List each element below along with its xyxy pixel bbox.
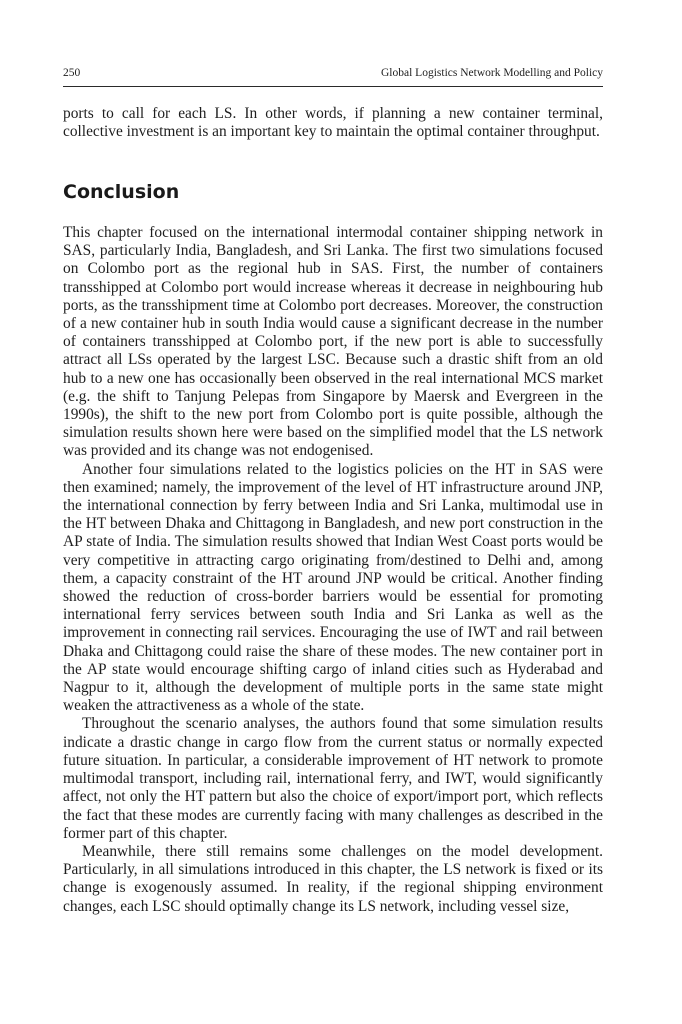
- section-heading: Conclusion: [63, 181, 180, 203]
- running-title: Global Logistics Network Modelling and Policy: [381, 67, 603, 79]
- page-number: 250: [63, 67, 81, 79]
- paragraph-3: Throughout the scenario analyses, the authors found that some simulation results indicate a drastic change in cargo flow from the current status or normally expected future situation. In particular, a considerable improvement of HT network to promote multimodal transport, including rail, international ferry, and IWT, would significantly affect, not only the HT pattern but also the choice of export/import port, which reflects the fact that these modes are currently facing with many challenges as described in the former part of this chapter.: [63, 715, 603, 842]
- book-page: [63, 0, 603, 1024]
- intro-paragraph: ports to call for each LS. In other words, if planning a new container terminal, collective investment is an important key to maintain the optimal container throughput.: [63, 105, 603, 141]
- paragraph-2: Another four simulations related to the logistics policies on the HT in SAS were then examined; namely, the improvement of the level of HT infrastructure around JNP, the international connection by ferry between India and Sri Lanka, multimodal use in the HT between Dhaka and Chittagong in Bangladesh, and new port construction in the AP state of India. The simulation results showed that Indian West Coast ports would be very competitive in attracting cargo originating from/destined to Delhi and, among them, a capacity constraint of the HT around JNP would be critical. Another finding showed the reduction of cross-border barriers would be essential for promoting international ferry services between south India and Sri Lanka as well as the improvement in connecting rail services. Encouraging the use of IWT and rail between Dhaka and Chittagong could raise the share of these modes. The new container port in the AP state would encourage shifting cargo of inland cities such as Hyderabad and Nagpur to it, although the development of multiple ports in the same state might weaken the attractiveness as a whole of the state.: [63, 460, 603, 715]
- paragraph-4: Meanwhile, there still remains some challenges on the model development. Particularly, in all simulations introduced in this chapter, the LS network is fixed or its change is exogenously assumed. In reality, if the regional shipping environment changes, each LSC should optimally change its LS network, including vessel size,: [63, 842, 603, 915]
- intro-block: [63, 105, 603, 141]
- section-body: [63, 224, 603, 916]
- running-header: [63, 64, 603, 87]
- paragraph-1: This chapter focused on the international intermodal container shipping network in SAS, particularly India, Bangladesh, and Sri Lanka. The first two simulations focused on Colombo port as the regional hub in SAS. First, the number of containers transshipped at Colombo port would increase whereas it decrease in neighbouring hub ports, as the transshipment time at Colombo port decreases. Moreover, the construction of a new container hub in south India would cause a significant decrease in the number of containers transshipped at Colombo port, if the new port is able to successfully attract all LSs operated by the largest LSC. Because such a drastic shift from an old hub to a new one has occasionally been observed in the real international MCS market (e.g. the shift to Tanjung Pelepas from Singapore by Maersk and Evergreen in the 1990s), the shift to the new port from Colombo port is quite possible, although the simulation results shown here were based on the simplified model that the LS network was provided and its change was not endogenised.: [63, 224, 603, 460]
